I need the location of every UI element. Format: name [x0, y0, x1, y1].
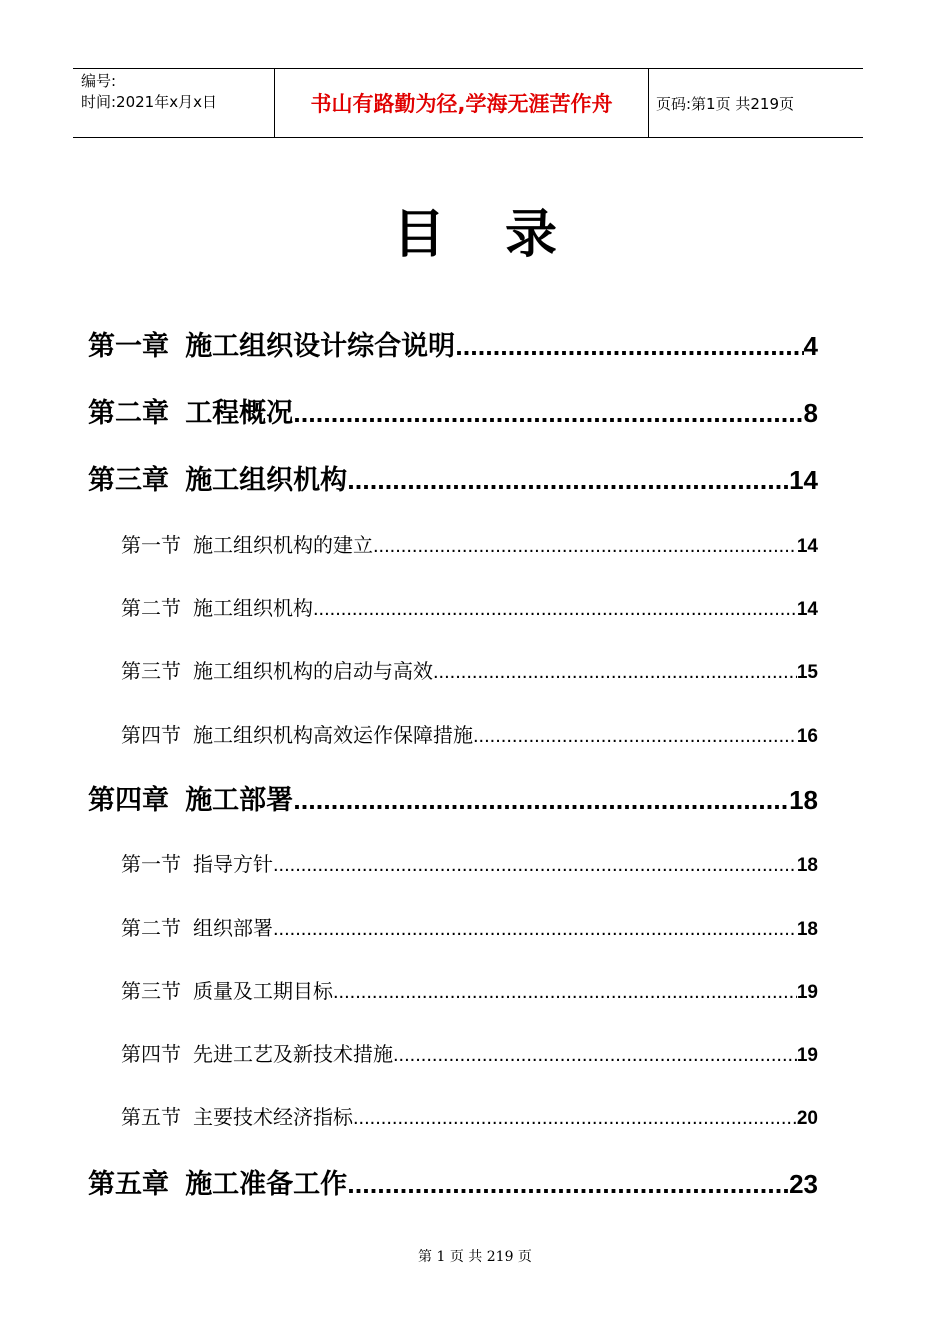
toc-page-number: 18 — [796, 855, 818, 876]
toc-page-number: 18 — [796, 919, 818, 940]
toc-entry-section-3-4[interactable] — [121, 719, 818, 748]
toc-dot-leader — [455, 331, 803, 362]
toc-page-number: 4 — [803, 331, 818, 361]
document-time-label: 时间:2021年x月x日 — [81, 93, 217, 111]
toc-entry-number: 第四章 — [88, 785, 169, 816]
toc-entry-chapter-2[interactable] — [88, 391, 818, 430]
toc-entry-title: 施工组织机构的建立 — [193, 533, 373, 557]
toc-entry-title: 质量及工期目标 — [193, 979, 333, 1003]
toc-entry-chapter-5[interactable] — [88, 1162, 818, 1201]
header-motto: 书山有路勤为径,学海无涯苦作舟 — [275, 69, 649, 137]
toc-page-number: 20 — [796, 1108, 818, 1129]
toc-entry-title: 先进工艺及新技术措施 — [193, 1042, 393, 1066]
toc-entry-number: 第二节 — [121, 916, 181, 940]
toc-entry-title: 施工准备工作 — [185, 1169, 348, 1200]
toc-entry-title: 主要技术经济指标 — [193, 1105, 353, 1129]
toc-dot-leader — [273, 854, 797, 877]
toc-entry-section-3-3[interactable] — [121, 655, 818, 684]
toc-dot-leader — [313, 598, 797, 621]
toc-dot-leader — [333, 981, 797, 1004]
toc-dot-leader — [347, 1169, 789, 1200]
toc-page-number: 15 — [796, 662, 818, 683]
toc-dot-leader — [373, 535, 797, 558]
toc-entry-number: 第二节 — [121, 596, 181, 620]
toc-entry-title: 指导方针 — [193, 852, 273, 876]
header-meta-cell — [73, 69, 275, 137]
toc-dot-leader — [353, 1107, 797, 1130]
toc-entry-number: 第一章 — [88, 331, 169, 362]
toc-dot-leader — [293, 398, 803, 429]
toc-page-number: 14 — [789, 465, 818, 495]
toc-dot-leader — [293, 785, 789, 816]
toc-entry-chapter-4[interactable] — [88, 778, 818, 817]
toc-entry-number: 第四节 — [121, 1042, 181, 1066]
toc-entry-title: 施工组织机构 — [193, 596, 313, 620]
toc-entry-title: 施工组织设计综合说明 — [185, 331, 456, 362]
toc-entry-title: 施工组织机构 — [185, 465, 348, 496]
toc-entry-number: 第三节 — [121, 979, 181, 1003]
toc-dot-leader — [473, 725, 797, 748]
toc-entry-number: 第一节 — [121, 852, 181, 876]
toc-entry-title: 施工组织机构的启动与高效 — [193, 659, 433, 683]
toc-dot-leader — [273, 918, 797, 941]
toc-entry-number: 第一节 — [121, 533, 181, 557]
toc-page-number: 14 — [796, 536, 818, 557]
toc-entry-section-4-4[interactable] — [121, 1038, 818, 1067]
document-number-label: 编号: — [81, 72, 117, 90]
toc-page-number: 19 — [796, 982, 818, 1003]
toc-entry-number: 第三节 — [121, 659, 181, 683]
toc-entry-section-3-2[interactable] — [121, 592, 818, 621]
document-title: 目录 — [392, 205, 617, 265]
toc-dot-leader — [347, 465, 789, 496]
toc-entry-title: 施工部署 — [185, 785, 294, 816]
toc-dot-leader — [433, 661, 797, 684]
toc-entry-section-4-3[interactable] — [121, 975, 818, 1004]
toc-entry-number: 第五节 — [121, 1105, 181, 1129]
toc-entry-chapter-3[interactable] — [88, 458, 818, 497]
toc-entry-number: 第三章 — [88, 465, 169, 496]
toc-entry-section-4-5[interactable] — [121, 1101, 818, 1130]
toc-entry-section-3-1[interactable] — [121, 529, 818, 558]
header-page-info: 页码:第1页 共219页 — [656, 94, 794, 113]
toc-entry-section-4-1[interactable] — [121, 848, 818, 877]
toc-entry-number: 第四节 — [121, 723, 181, 747]
toc-page-number: 14 — [796, 599, 818, 620]
toc-page-number: 18 — [789, 785, 818, 815]
toc-entry-number: 第五章 — [88, 1169, 169, 1200]
toc-page-number: 23 — [789, 1169, 818, 1199]
toc-entry-title: 工程概况 — [185, 398, 294, 429]
toc-entry-section-4-2[interactable] — [121, 912, 818, 941]
toc-entry-title: 组织部署 — [193, 916, 273, 940]
toc-page-number: 19 — [796, 1045, 818, 1066]
toc-entry-number: 第二章 — [88, 398, 169, 429]
toc-entry-chapter-1[interactable] — [88, 324, 818, 363]
page-footer: 第 1 页 共 219 页 — [418, 1249, 532, 1265]
toc-page-number: 16 — [796, 726, 818, 747]
toc-entry-title: 施工组织机构高效运作保障措施 — [193, 723, 473, 747]
page-header — [73, 68, 863, 138]
toc-page-number: 8 — [803, 398, 818, 428]
toc-dot-leader — [393, 1044, 797, 1067]
